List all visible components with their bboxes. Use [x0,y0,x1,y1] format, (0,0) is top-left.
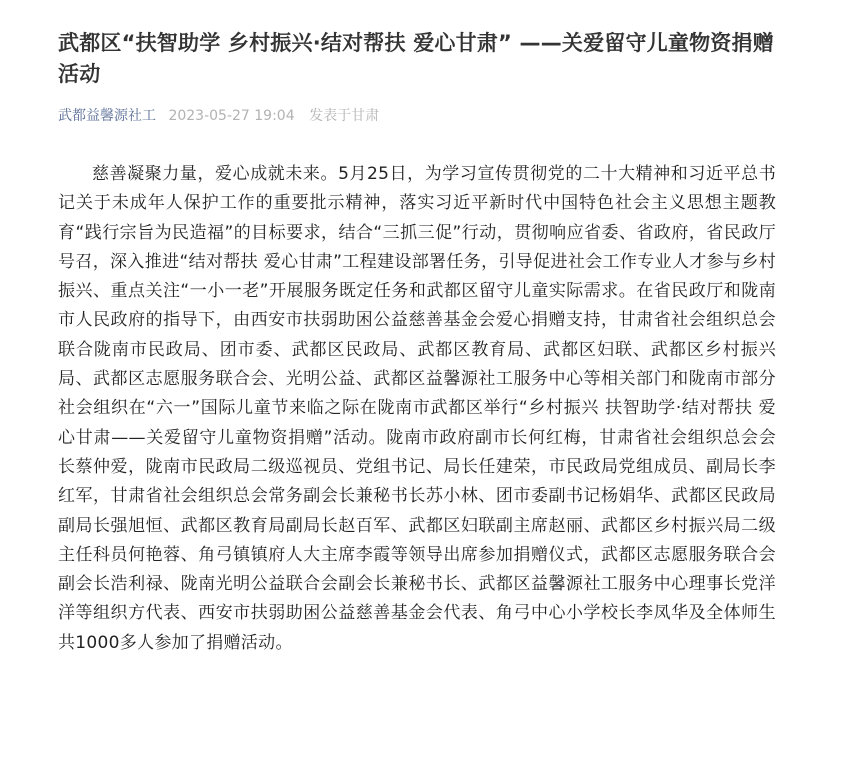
publish-location: 发表于甘肃 [309,108,380,124]
article-title: 武都区“扶智助学 乡村振兴·结对帮扶 爱心甘肃” ——关爱留守儿童物资捐赠活动 [58,31,774,86]
article-meta [58,106,776,126]
article-paragraph: 慈善凝聚力量，爱心成就未来。5月25日，为学习宣传贯彻党的二十大精神和习近平总书记关于未成年人保护工作的重要批示精神，落实习近平新时代中国特色社会主义思想主题教育“践行宗旨为民造福”的目标要求，结合“三抓三促”行动，贯彻响应省委、省政府，省民政厅号召，深入推进“结对帮扶 爱心甘肃”工程建设部署任务，引导促进社会工作专业人才参与乡村振兴、重点关注“一小一老”开展服务既定任务和武都区留守儿童实际需求。在省民政厅和陇南市人民政府的指导下，由西安市扶弱助困公益慈善基金会爱心捐赠支持，甘肃省社会组织总会联合陇南市民政局、团市委、武都区民政局、武都区教育局、武都区妇联、武都区乡村振兴局、武都区志愿服务联合会、光明公益、武都区益馨源社工服务中心等相关部门和陇南市部分社会组织在“六一”国际儿童节来临之际在陇南市武都区举行“乡村振兴 扶智助学·结对帮扶 爱心甘肃——关爱留守儿童物资捐赠”活动。陇南市政府副市长何红梅，甘肃省社会组织总会会长蔡仲爱，陇南市民政局二级巡视员、党组书记、局长任建荣，市民政局党组成员、副局长李红军，甘肃省社会组织总会常务副会长兼秘书长苏小林、团市委副书记杨娟华、武都区民政局副局长强旭恒、武都区教育局副局长赵百军、武都区妇联副主席赵丽、武都区乡村振兴局二级主任科员何艳蓉、角弓镇镇府人大主席李霞等领导出席参加捐赠仪式，武都区志愿服务联合会副会长浩利禄、陇南光明公益联合会副会长兼秘书长、武都区益馨源社工服务中心理事长党洋洋等组织方代表、西安市扶弱助困公益慈善基金会代表、角弓中心小学校长李凤华及全体师生共1000多人参加了捐赠活动。 [58,164,776,653]
publish-time: 2023-05-27 19:04 [168,108,295,124]
author-link[interactable]: 武都益馨源社工 [58,108,156,124]
article-content [58,160,776,658]
